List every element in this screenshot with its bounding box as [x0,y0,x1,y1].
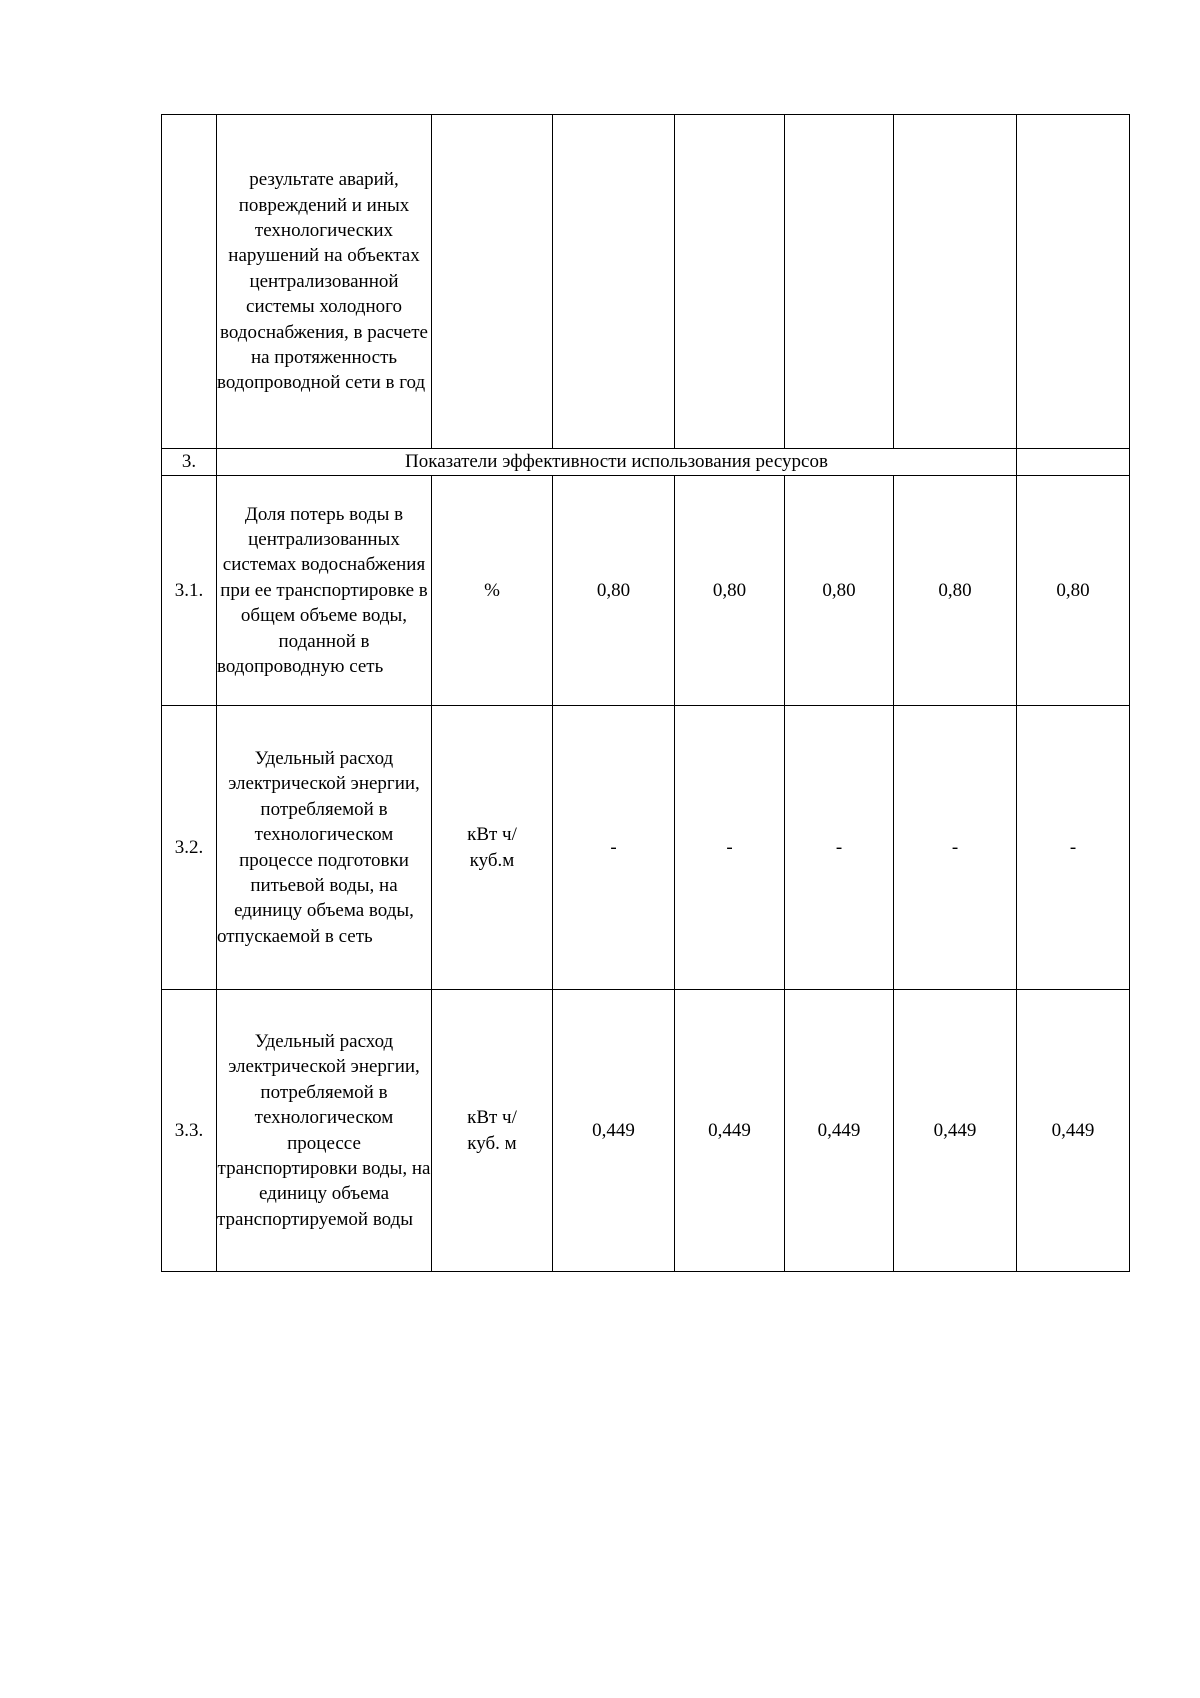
row-description: Удельный расход электрической энергии, потребляемой в технологическом процессе транспортировки воды, на единицу объема транспортируемой воды [217,990,432,1272]
row-description: Доля потерь воды в централизованных системах водоснабжения при ее транспортировке в общем объеме воды, поданной в водопроводную сеть [217,476,432,706]
row-number: 3.1. [162,476,217,706]
section-empty-cell [1017,449,1130,476]
row-value: - [553,706,675,990]
row-number: 3.3. [162,990,217,1272]
row-value [894,115,1017,449]
unit-line-1: кВт ч/ [467,823,517,845]
table-row [162,990,1130,1272]
row-value: - [675,706,785,990]
table-row [162,115,1130,449]
table-row [162,476,1130,706]
section-number: 3. [162,449,217,476]
row-value [553,115,675,449]
row-value: 0,449 [675,990,785,1272]
row-value: 0,80 [1017,476,1130,706]
row-value: 0,449 [894,990,1017,1272]
row-value: 0,449 [1017,990,1130,1272]
table-row [162,706,1130,990]
row-value [1017,115,1130,449]
unit-line-1: кВт ч/ [467,1106,517,1128]
row-value [785,115,894,449]
row-value: 0,80 [553,476,675,706]
row-value: 0,80 [894,476,1017,706]
row-value: 0,80 [785,476,894,706]
indicators-table [161,114,1130,1272]
unit-line-1: % [484,579,500,601]
row-value [675,115,785,449]
row-value: 0,449 [785,990,894,1272]
row-description: Удельный расход электрической энергии, потребляемой в технологическом процессе подготовки питьевой воды, на единицу объема воды, отпускаемой в сеть [217,706,432,990]
row-unit [432,990,553,1272]
row-description: результате аварий, повреждений и иных технологических нарушений на объектах централизованной системы холодного водоснабжения, в расчете на протяженность водопроводной сети в год [217,115,432,449]
row-unit [432,115,553,449]
row-unit [432,706,553,990]
unit-line-2: куб. м [467,1132,517,1154]
row-value: - [1017,706,1130,990]
section-row [162,449,1130,476]
section-title: Показатели эффективности использования ресурсов [217,449,1017,476]
row-unit [432,476,553,706]
row-value: 0,80 [675,476,785,706]
row-number [162,115,217,449]
unit-line-2: куб.м [469,849,515,871]
row-number: 3.2. [162,706,217,990]
row-value: 0,449 [553,990,675,1272]
row-value: - [785,706,894,990]
row-value: - [894,706,1017,990]
